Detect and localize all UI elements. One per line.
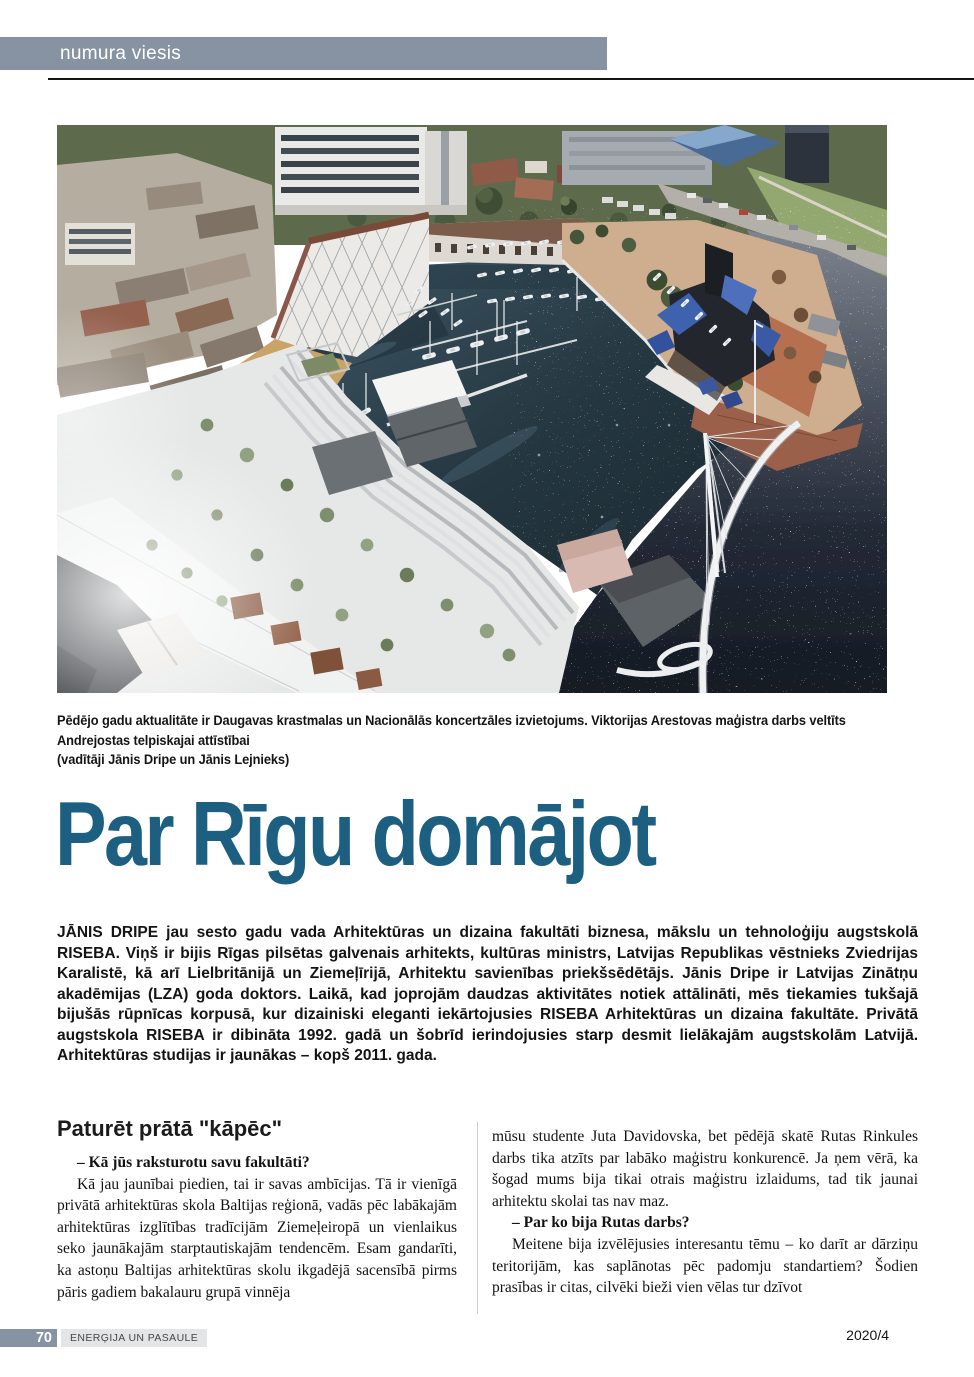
section-heading: Paturēt prātā "kāpēc": [57, 1116, 283, 1141]
answer-paragraph-1-continued: mūsu studente Juta Davidovska, bet pēdējā skatē Rutas Rinkules darbs tika atzīts par labāko maģistru konkurencē. Ja ņem vērā, ka šogad mums bija tikai otrais maģistru izlaidums, tad tik jaunai arhitektu skolai tas nav maz.: [492, 1128, 918, 1210]
caption-line-1: Pēdējo gadu aktualitāte ir Daugavas krastmalas un Nacionālās koncertzāles izvietojums. Viktorijas Arestovas maģistra darbs veltīts Andrejostas telpiskajai attīstībai: [57, 713, 846, 748]
article-intro: JĀNIS DRIPE jau sesto gadu vada Arhitektūras un dizaina fakultāti biznesa, mākslu un tehnoloģiju augstskolā RISEBA. Viņš ir bijis Rīgas pilsētas galvenais arhitekts, kultūras ministrs, Latvijas Republikas vēstnieks Zviedrijas Karalistē, kā arī Lielbritānijā un Ziemeļīrijā, Arhitektu savienības priekšsēdētājs. Jānis Dripe ir Latvijas Zinātņu akadēmijas (LZA) goda doktors. Laikā, kad joprojām daudzas aktivitātes notiek attālināti, mēs tiekamies tukšajā bijušās rūpnīcas korpusā, kur dizainiski eleganti iekārtojusies RISEBA Arhitektūras un dizaina fakultāte. Privātā augstskola RISEBA ir dibināta 1992. gadā un šobrīd ierindojusies starp desmit lielākajām augstskolām Latvijā. Arhitektūras studijas ir jaunākas – kopš 2011. gada.: [57, 924, 918, 1064]
interview-question-1: – Kā jūs raksturotu savu fakultāti?: [77, 1154, 310, 1171]
header-rule: [48, 78, 974, 80]
aerial-photo: [57, 125, 887, 693]
right-column: [492, 1126, 918, 1299]
kicker-bar: [0, 37, 607, 70]
issue-number: 2020/4: [846, 1327, 889, 1343]
caption-line-2: (vadītāji Jānis Dripe un Jānis Lejnieks): [57, 752, 290, 767]
magazine-name-label: ENERĢIJA UN PASAULE: [61, 1329, 207, 1347]
article-title: Par Rīgu domājot: [55, 784, 655, 885]
kicker-text: numura viesis: [60, 42, 182, 64]
office-building: [275, 127, 467, 215]
photo-caption: [57, 711, 893, 770]
column-rule: [477, 1122, 478, 1314]
page-number-badge: 70: [0, 1329, 57, 1347]
answer-paragraph-2: Meitene bija izvēlējusies interesantu tēmu – ko darīt ar dārziņu teritorijām, kas saplānotas pēc padomju standartiem? Šodien prasības ir citas, cilvēki bieži vien vēlas tur dzīvot: [492, 1235, 918, 1297]
left-column: [57, 1152, 457, 1303]
interview-question-2: – Par ko bija Rutas darbs?: [512, 1214, 690, 1232]
answer-paragraph-1: Kā jau jaunībai piedien, tai ir savas ambīcijas. Tā ir vienīgā privātā arhitektūras skola Baltijas reģionā, vadās pēc labākajām arhitektūras izglītības tradīcijām Ziemeļeiropā un vienlaikus seko jaunākajām starptautiskajām tendencēm. Esam gandarīti, ka astoņu Baltijas arhitektūras skolu ikgadējā sacensībā pirms pāris gadiem bakalauru grupā vinnēja: [57, 1175, 457, 1301]
